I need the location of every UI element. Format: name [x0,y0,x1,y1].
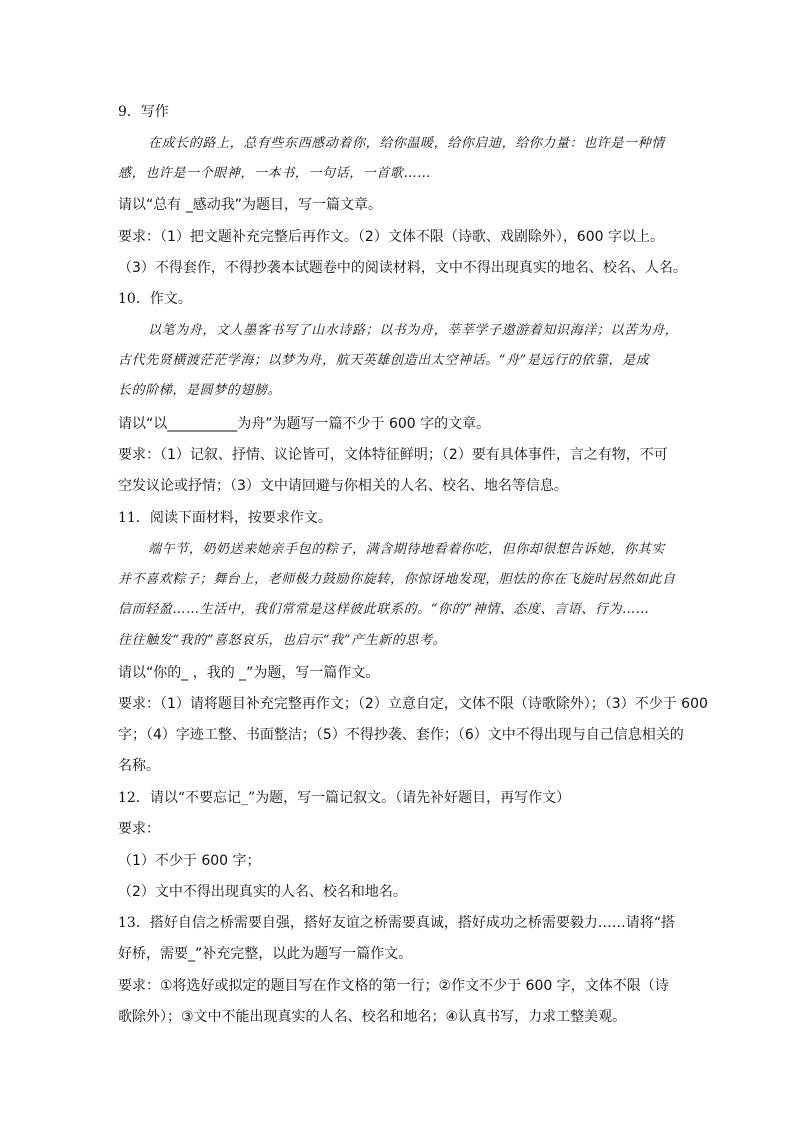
q10-material-line-1: 以笔为舟，文人墨客书写了山水诗路；以书为舟，莘莘学子遨游着知识海洋；以苦为舟， [148,323,679,338]
q13-title-line-1: 13．搭好自信之桥需要自强，搭好友谊之桥需要真诚，搭好成功之桥需要毅力……请将“搭 [118,915,675,931]
q11-material-line-3: 信而轻盈……生活中，我们常常是这样彼此联系的。“你的”神情、态度、言语、行为…… [118,602,650,617]
q10-requirement-1: 要求：（1）记叙、抒情、议论皆可，文体特征鲜明；（2）要有具体事件，言之有物，不可 [118,447,668,463]
q12-title: 12．请以“不要忘记_”为题，写一篇记叙文。（请先补好题目，再写作文） [118,790,571,806]
q11-material-line-2: 并不喜欢粽子；舞台上，老师极力鼓励你旋转，你惊讶地发现，胆怯的你在飞旋时居然如此自 [118,572,676,587]
q9-requirement-1: 要求：（1）把文题补充完整后再作文。（2）文体不限（诗歌、戏剧除外），600 字以上。 [118,229,664,245]
q11-requirement-2: 字；（4）字迹工整、书面整洁；（5）不得抄袭、套作；（6）文中不得出现与自己信息相关的 [118,727,684,743]
q9-prompt: 请以“总有 _感动我”为题目，写一篇文章。 [118,197,382,213]
q11-requirement-3: 名称。 [118,758,160,774]
q10-material-line-3: 长的阶梯，是圆梦的翅膀。 [118,383,282,398]
q11-material-line-1: 端午节，奶奶送来她亲手包的粽子，满含期待地看着你吃，但你却很想告诉她，你其实 [148,542,665,557]
q12-requirement-1: （1）不少于 600 字； [118,853,261,869]
q9-material-line-2: 感，也许是一个眼神，一本书，一句话，一首歌…… [118,166,431,181]
q10-requirement-2: 空发议论或抒情；（3）文中请回避与你相关的人名、校名、地名等信息。 [118,478,568,494]
q13-requirement-2: 歌除外）；③文中不能出现真实的人名、校名和地名；④认真书写，力求工整美观。 [118,1009,627,1025]
q9-requirement-2: （3）不得套作，不得抄袭本试题卷中的阅读材料，文中不得出现真实的地名、校名、人名。 [118,260,687,276]
q10-material-line-2: 古代先贤横渡茫茫学海；以梦为舟，航天英雄创造出太空神话。“舟”是远行的依靠，是成 [118,353,650,368]
q9-material-line-1: 在成长的路上，总有些东西感动着你，给你温暖，给你启迪，给你力量：也许是一种情 [148,136,665,151]
q11-prompt: 请以“你的_ ，我的 _”为题，写一篇作文。 [118,665,380,681]
q12-requirements-label: 要求： [118,821,160,837]
q11-requirement-1: 要求：（1）请将题目补充完整再作文；（2）立意自定，文体不限（诗歌除外）；（3）不少于 600 [118,696,708,712]
q9-title: 9．写作 [118,104,169,120]
q13-title-line-2: 好桥，需要_”补充完整，以此为题写一篇作文。 [118,946,413,962]
q10-prompt: 请以“以__________为舟”为题写一篇不少于 600 字的文章。 [118,416,491,432]
q11-material-line-4: 往往触发“我的”喜怒哀乐，也启示“我”产生新的思考。 [118,633,447,648]
q13-requirement-1: 要求：①将选好或拟定的题目写在作文格的第一行；②作文不少于 600 字，文体不限（诗 [118,978,669,994]
q11-title: 11．阅读下面材料，按要求作文。 [118,510,332,526]
q12-requirement-2: （2）文中不得出现真实的人名、校名和地名。 [118,884,407,900]
q10-title: 10．作文。 [118,291,192,307]
